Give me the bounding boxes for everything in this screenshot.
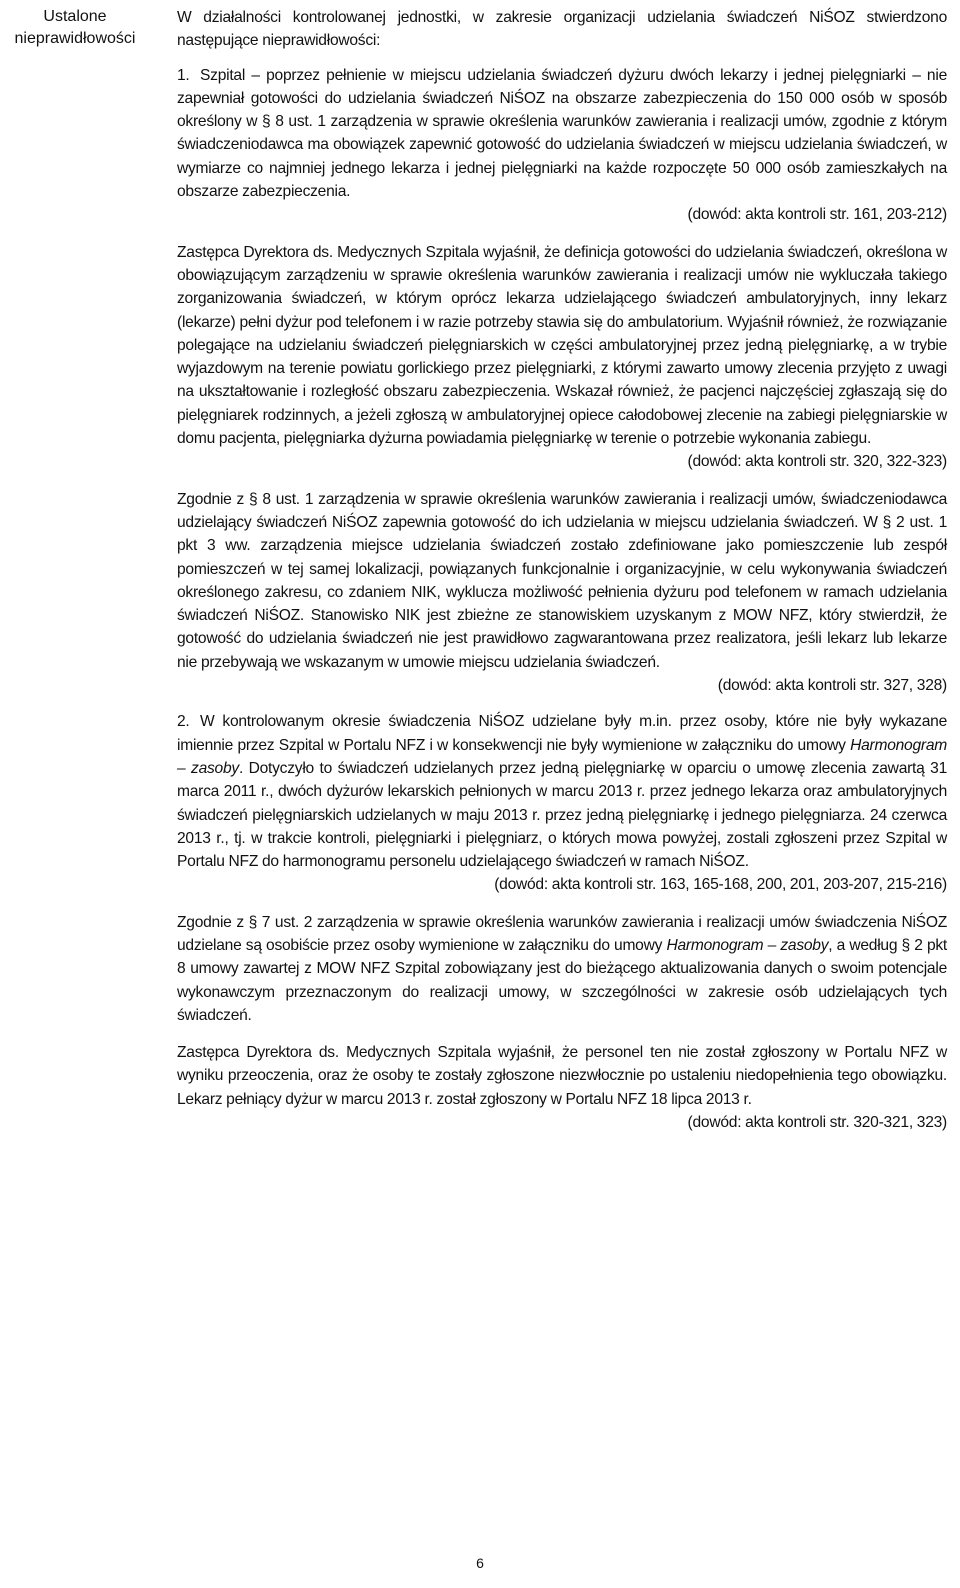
finding-2-italic: Harmonogram – zasoby bbox=[177, 736, 947, 777]
finding-2-assessment bbox=[177, 911, 947, 1027]
finding-1-assessment-evidence: (dowód: akta kontroli str. 327, 328) bbox=[717, 677, 947, 695]
finding-2-assessment-text-a: Zgodnie z § 7 ust. 2 zarządzenia w sprawie określenia warunków zawierania i realizacji umów świadczenia NiŚOZ udzielane są osobiście przez osoby wymienione w załączniku do umowy bbox=[177, 913, 947, 954]
finding-1-paragraph bbox=[177, 64, 947, 204]
finding-2-explanation: Zastępca Dyrektora ds. Medycznych Szpitala wyjaśnił, że personel ten nie został zgłoszony w Portalu NFZ w wyniku przeoczenia, oraz że osoby te zostały zgłoszone niezwłocznie po ustaleniu niedopełnienia tego obowiązku. Lekarz pełniący dyżur w marcu 2013 r. został zgłoszony w Portalu NFZ 18 lipca 2013 r. bbox=[177, 1044, 947, 1108]
section-label: Ustalone nieprawidłowości bbox=[14, 8, 136, 47]
finding-2-text-a: W kontrolowanym okresie świadczenia NiŚOZ udzielane były m.in. przez osoby, które nie były wykazane imiennie przez Szpital w Portalu NFZ i w konsekwencji nie były wymienione w załączniku do umowy bbox=[177, 713, 947, 754]
finding-2-assessment-text-b: , a według § 2 pkt 8 umowy zawartej z MOW NFZ Szpital zobowiązany jest do bieżącego aktualizowania danych o swoim potencjale wykonawczym przeznaczonym do realizacji umowy, w szczególności w zakresie osób udzielających tych świadczeń. bbox=[177, 936, 947, 1024]
finding-1-evidence: (dowód: akta kontroli str. 161, 203-212) bbox=[687, 206, 947, 224]
finding-2-evidence: (dowód: akta kontroli str. 163, 165-168, 200, 201, 203-207, 215-216) bbox=[494, 876, 947, 894]
finding-1-explanation: Zastępca Dyrektora ds. Medycznych Szpitala wyjaśnił, że definicja gotowości do udzielania świadczeń, określona w obowiązującym zarządzeniu w sprawie określenia warunków zawierania i realizacji umów nie wykluczała takiego zorganizowania świadczeń, w którym oprócz lekarza udzielającego świadczeń ambulatoryjnych, inny lekarz (lekarze) pełni dyżur pod telefonem i w razie potrzeby stawia się do ambulatorium. Wyjaśnił również, że rozwiązanie polegające na udzielaniu świadczeń pielęgniarskich w części ambulatoryjnej przez jedną pielęgniarkę, a w trybie wyjazdowym na terenie powiatu gorlickiego przez pielęgniarki, z którymi zawarto umowy zlecenia przyjęto z uwagi na ukształtowanie i rozległość obszaru zabezpieczenia. Wskazał również, że pacjenci najczęściej zgłaszają się do pielęgniarek rodzinnych, a jeżeli zgłoszą w ambulatoryjnej opiece całodobowej zlecenie na zabiegi pielęgniarskie w domu pacjenta, pielęgniarka dyżurna powiadamia pielęgniarkę w terenie o potrzebie wykonania zabiegu. bbox=[177, 243, 947, 448]
intro-paragraph: W działalności kontrolowanej jednostki, w zakresie organizacji udzielania świadczeń NiŚOZ stwierdzono następujące nieprawidłowości: bbox=[177, 9, 947, 50]
finding-2-paragraph bbox=[177, 710, 947, 873]
finding-2-explanation-evidence: (dowód: akta kontroli str. 320-321, 323) bbox=[687, 1114, 947, 1132]
finding-1-explanation-evidence: (dowód: akta kontroli str. 320, 322-323) bbox=[687, 453, 947, 471]
findings-section bbox=[177, 6, 947, 1134]
finding-2-assessment-italic: Harmonogram – zasoby bbox=[666, 936, 829, 954]
finding-1-number: 1. bbox=[177, 66, 190, 84]
finding-2-text-b: . Dotyczyło to świadczeń udzielanych przez jedną pielęgniarkę w oparciu o umowę zlecenia zawartą 31 marca 2011 r., dwóch dyżurów lekarskich pełnionych w marcu 2013 r. przez jednego lekarza oraz ambulatoryjnych świadczeń pielęgniarskich udzielanych w maju 2013 r. przez jedną pielęgniarkę i jednego pielęgniarza. 24 czerwca 2013 r., tj. w trakcie kontroli, pielęgniarki i pielęgniarz, o których mowa powyżej, zostali zgłoszeni przez Szpital w Portalu NFZ do harmonogramu personelu udzielającego świadczeń w ramach NiŚOZ. bbox=[177, 759, 948, 871]
finding-1-assessment: Zgodnie z § 8 ust. 1 zarządzenia w sprawie określenia warunków zawierania i realizacji umów, świadczeniodawca udzielający świadczeń NiŚOZ zapewnia gotowość do ich udzielania w miejscu udzielania świadczeń. W § 2 ust. 1 pkt 3 ww. zarządzenia miejsce udzielania świadczeń zostało zdefiniowane jako pomieszczenie lub zespół pomieszczeń w tej samej lokalizacji, powiązanych funkcjonalnie i organizacyjnie, w celu wykonywania świadczeń określonego zakresu, co zdaniem NIK, wyklucza możliwość pełnienia dyżuru pod telefonem w ramach udzielania świadczeń NiŚOZ. Stanowisko NIK jest zbieżne ze stanowiskiem uzyskanym z MOW NFZ, który stwierdził, że gotowość do udzielania świadczeń nie jest prawidłowo zagwarantowana przez realizatora, jeśli lekarz lub lekarze nie przebywają we wskazanym w umowie miejscu udzielania świadczeń. bbox=[177, 490, 947, 671]
finding-2-number: 2. bbox=[177, 713, 190, 731]
finding-1-text: Szpital – poprzez pełnienie w miejscu udzielania świadczeń dyżuru dwóch lekarzy i jednej pielęgniarki – nie zapewniał gotowości do udzielania świadczeń NiŚOZ na obszarze zabezpieczenia do 150 000 osób w sposób określony w § 8 ust. 1 zarządzenia w sprawie określenia warunków zawierania i realizacji umów, zgodnie z którym świadczeniodawca ma obowiązek zapewnić gotowość do udzielania świadczeń w miejscu udzielania świadczeń, w wymiarze co najmniej jednego lekarza i jednej pielęgniarki na każde rozpoczęte 50 000 osób zamieszkałych na obszarze zabezpieczenia. bbox=[177, 66, 947, 201]
page-number: 6 bbox=[476, 1555, 484, 1571]
